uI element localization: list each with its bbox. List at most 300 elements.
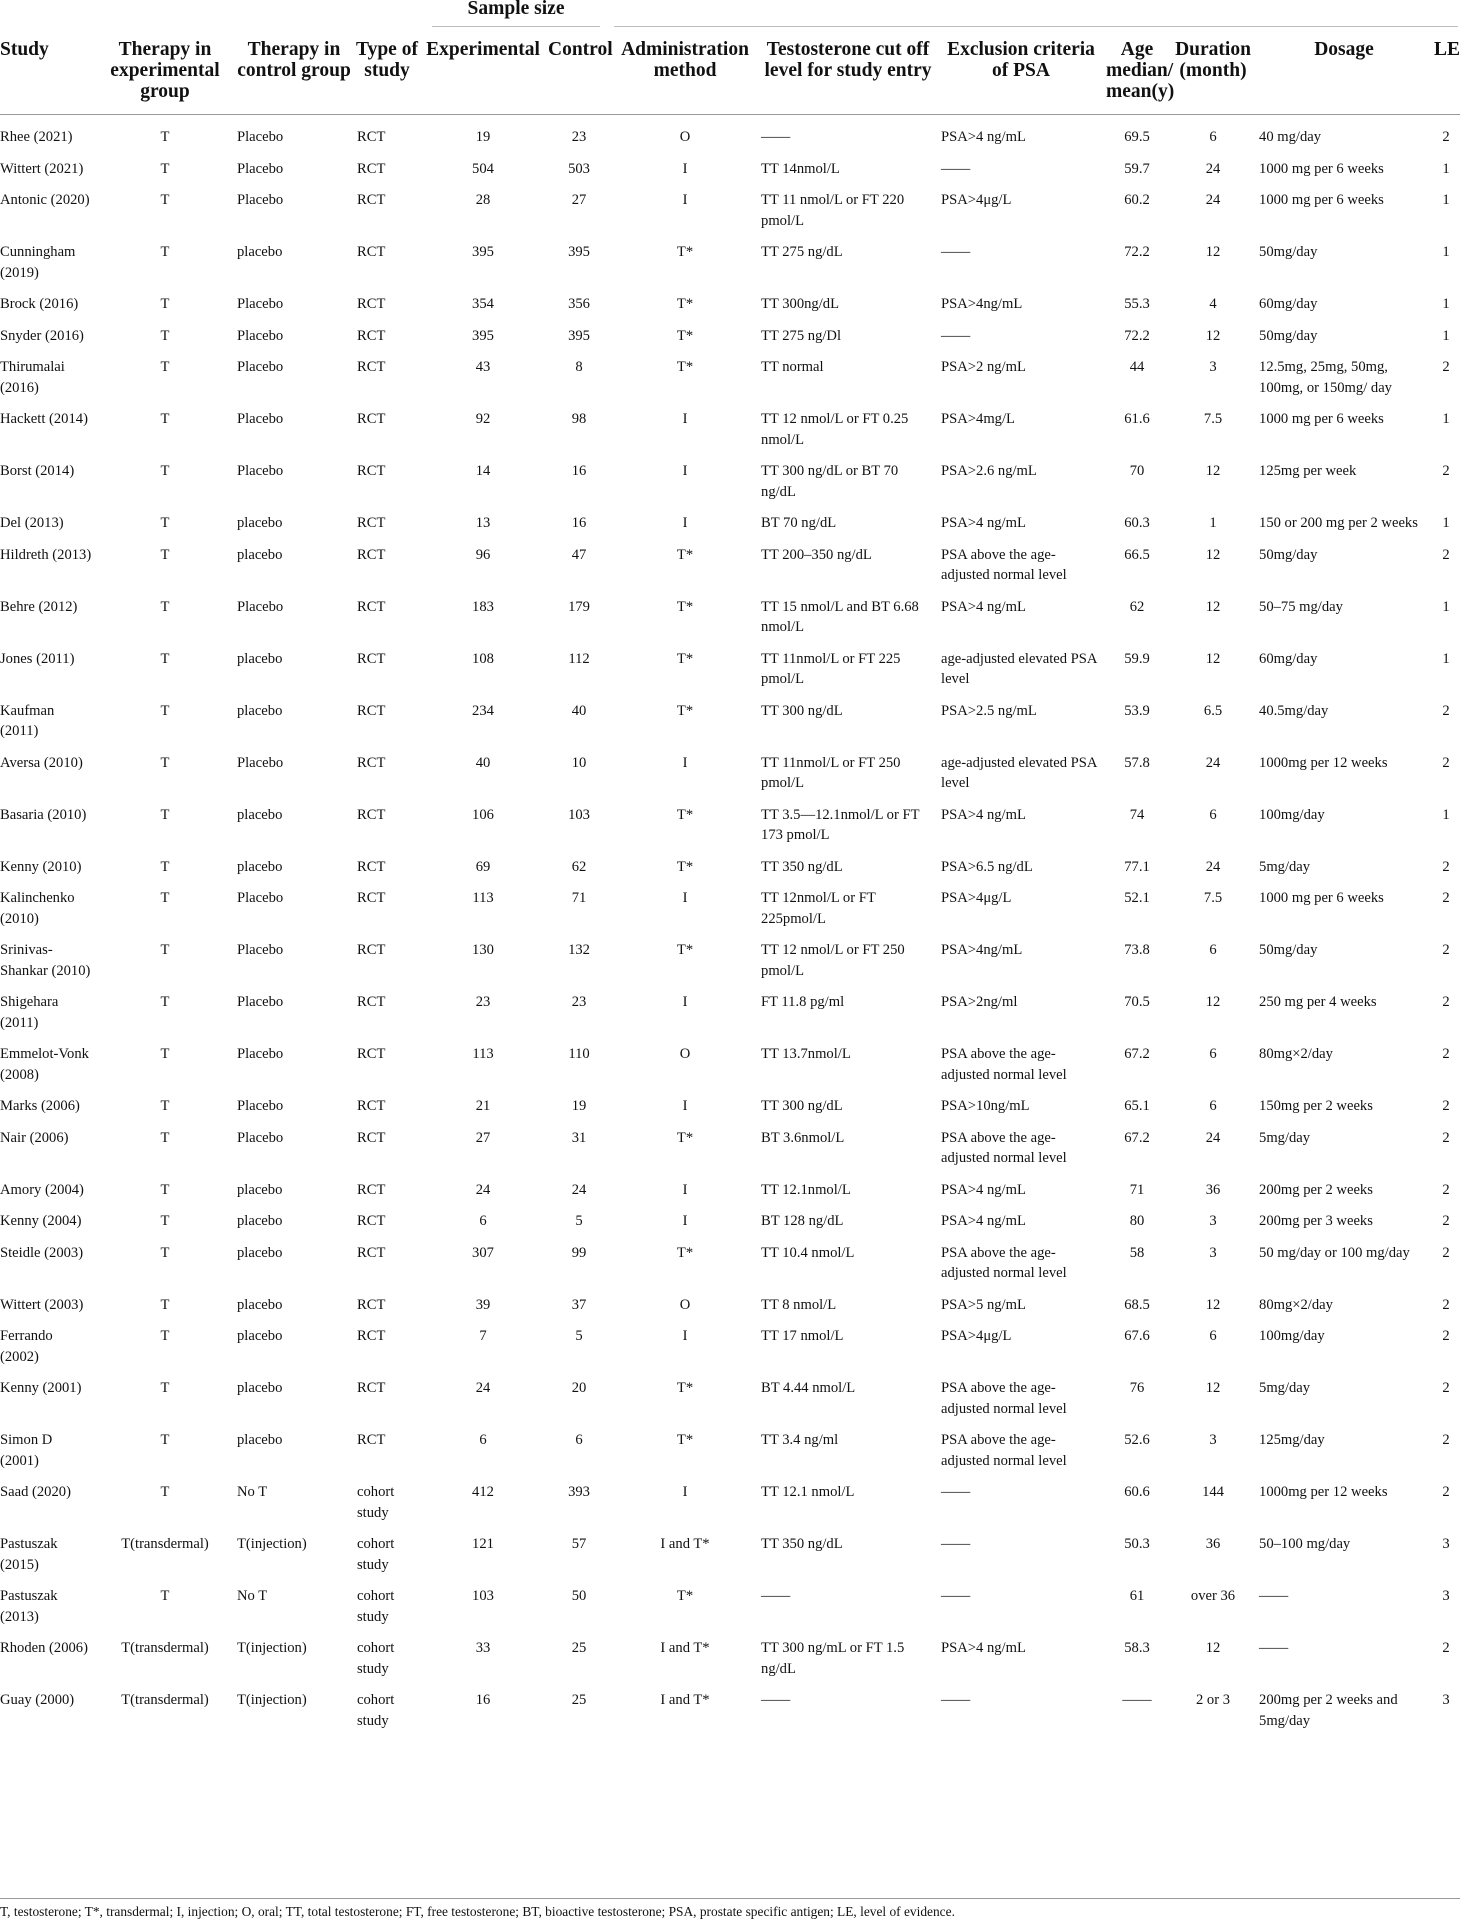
cell-dosage: 1000mg per 12 weeks: [1259, 1484, 1388, 1500]
cell-duration: 7.5: [1203, 890, 1223, 906]
cell-therapy-exp: T: [160, 546, 170, 563]
cell-n-exp: 24: [475, 1181, 491, 1198]
cell-n-ctrl: 16: [571, 515, 587, 531]
cell-n-exp: 19: [475, 129, 491, 145]
table-row: [0, 1200, 1460, 1232]
cell-n-ctrl: 395: [568, 327, 590, 344]
cell-n-ctrl: 50: [571, 1588, 587, 1604]
cell-cutoff: ——: [761, 1588, 791, 1604]
cell-admin: T*: [676, 858, 694, 875]
cell-therapy-exp: T: [160, 515, 170, 531]
header-row: [0, 27, 1460, 115]
cell-type: RCT: [357, 1098, 386, 1114]
cell-therapy-ctrl: placebo: [237, 702, 283, 719]
cell-le: 3: [1442, 1536, 1450, 1552]
cell-therapy-ctrl: placebo: [237, 650, 283, 667]
col-therapy-ctrl: Therapy in control group: [234, 27, 354, 115]
cell-admin: T*: [676, 942, 694, 958]
cell-cutoff: TT 350 ng/dL: [761, 1536, 843, 1552]
cell-n-ctrl: 24: [571, 1181, 587, 1198]
table-row: [0, 534, 1460, 586]
cell-therapy-ctrl: Placebo: [237, 1098, 284, 1114]
cell-n-exp: 27: [475, 1129, 491, 1146]
cell-study: Kenny (2001): [0, 1380, 82, 1396]
cell-therapy-exp: T: [160, 129, 170, 145]
cell-n-exp: 504: [472, 160, 494, 177]
table-row: [0, 877, 1460, 929]
cell-admin: I: [682, 160, 688, 177]
cell-exclusion: PSA>4mg/L: [941, 411, 1015, 427]
cell-type: RCT: [357, 650, 386, 667]
cell-dosage: 125mg per week: [1259, 463, 1357, 479]
cell-n-ctrl: 71: [571, 890, 587, 906]
cell-age: 71: [1129, 1181, 1145, 1198]
cell-exclusion: PSA above the age-adjusted normal level: [941, 1432, 1067, 1469]
cell-therapy-exp: T: [160, 327, 170, 344]
cell-exclusion: PSA>2.5 ng/mL: [941, 702, 1037, 719]
cell-dosage: 80mg×2/day: [1259, 1046, 1333, 1062]
cell-n-exp: 6: [479, 1432, 487, 1448]
cell-n-ctrl: 57: [571, 1536, 587, 1552]
table-row: [0, 638, 1460, 690]
cell-duration: 6: [1209, 1328, 1217, 1344]
table-row: [0, 346, 1460, 398]
cell-n-ctrl: 40: [571, 702, 587, 719]
cell-n-exp: 24: [475, 1380, 491, 1396]
cell-type: cohort study: [357, 1692, 395, 1729]
cell-admin: I: [682, 1328, 688, 1344]
cell-study: Nair (2006): [0, 1129, 69, 1146]
cell-duration: 6: [1209, 1046, 1217, 1062]
cell-admin: T*: [676, 296, 694, 312]
cell-type: RCT: [357, 359, 386, 375]
cell-n-exp: 234: [472, 702, 494, 719]
cell-n-exp: 113: [472, 890, 494, 906]
cell-duration: 12: [1205, 994, 1221, 1010]
cell-exclusion: PSA above the age-adjusted normal level: [941, 1244, 1067, 1281]
cell-therapy-ctrl: placebo: [237, 1244, 283, 1261]
cell-therapy-exp: T: [160, 1244, 170, 1261]
cell-exclusion: PSA above the age-adjusted normal level: [941, 1380, 1067, 1417]
cell-n-exp: 6: [479, 1213, 487, 1229]
cell-age: 62: [1129, 598, 1145, 615]
cell-type: RCT: [357, 160, 386, 177]
cell-n-ctrl: 8: [575, 359, 583, 375]
cell-exclusion: ——: [941, 1692, 971, 1708]
cell-exclusion: ——: [941, 1536, 971, 1552]
cell-study: Kalinchenko (2010): [0, 890, 75, 927]
cell-exclusion: age-adjusted elevated PSA level: [941, 754, 1097, 791]
cell-le: 1: [1442, 411, 1450, 427]
cell-study: Amory (2004): [0, 1181, 84, 1198]
cell-n-ctrl: 356: [568, 296, 590, 312]
cell-duration: 6: [1209, 806, 1217, 823]
cell-n-ctrl: 132: [568, 942, 590, 958]
table-body: [0, 115, 1460, 1732]
table-row: [0, 1169, 1460, 1201]
cell-therapy-exp: T: [160, 702, 170, 719]
bottom-rule: [0, 1898, 1460, 1899]
cell-type: RCT: [357, 890, 386, 906]
cell-therapy-exp: T: [160, 1484, 170, 1500]
cell-n-exp: 40: [475, 754, 491, 771]
cell-therapy-exp: T: [160, 650, 170, 667]
cell-therapy-exp: T: [160, 359, 170, 375]
cell-exclusion: PSA>2 ng/mL: [941, 359, 1026, 375]
cell-cutoff: TT 300 ng/dL: [761, 1098, 843, 1114]
cell-cutoff: TT 12.1 nmol/L: [761, 1484, 855, 1500]
cell-duration: 1: [1209, 515, 1217, 531]
table-row: [0, 148, 1460, 180]
cell-type: RCT: [357, 411, 386, 427]
cell-duration: 2 or 3: [1195, 1692, 1231, 1708]
cell-le: 1: [1442, 244, 1450, 260]
sample-size-header: Sample size: [420, 0, 612, 27]
cell-cutoff: TT 12.1nmol/L: [761, 1181, 851, 1198]
cell-type: RCT: [357, 327, 386, 344]
cell-cutoff: TT 10.4 nmol/L: [761, 1244, 855, 1261]
cell-therapy-ctrl: placebo: [237, 858, 283, 875]
cell-n-exp: 92: [475, 411, 491, 427]
cell-duration: 6: [1209, 1098, 1217, 1114]
cell-n-ctrl: 5: [575, 1328, 583, 1344]
col-admin: Administration method: [612, 27, 758, 115]
cell-study: Kenny (2010): [0, 858, 82, 875]
cell-n-ctrl: 16: [571, 463, 587, 479]
cell-age: 44: [1129, 359, 1145, 375]
cell-age: 65.1: [1124, 1098, 1150, 1114]
col-le: LE: [1432, 27, 1460, 115]
cell-cutoff: TT 17 nmol/L: [761, 1328, 844, 1344]
cell-n-ctrl: 393: [568, 1484, 590, 1500]
cell-cutoff: ——: [761, 1692, 791, 1708]
cell-therapy-ctrl: Placebo: [237, 359, 284, 375]
cell-study: Pastuszak (2013): [0, 1588, 58, 1625]
table-row: [0, 1284, 1460, 1316]
cell-dosage: 50 mg/day or 100 mg/day: [1259, 1244, 1410, 1261]
cell-duration: 36: [1205, 1536, 1221, 1552]
cell-study: Kaufman (2011): [0, 702, 55, 739]
cell-le: 2: [1442, 1380, 1450, 1396]
cell-cutoff: TT 12 nmol/L or FT 0.25 nmol/L: [761, 411, 909, 448]
cell-age: 50.3: [1124, 1536, 1150, 1552]
cell-n-exp: 307: [472, 1244, 494, 1261]
cell-age: 61: [1129, 1588, 1145, 1604]
cell-admin: T*: [676, 806, 694, 823]
cell-dosage: 12.5mg, 25mg, 50mg, 100mg, or 150mg/ day: [1259, 359, 1392, 396]
cell-le: 2: [1442, 1328, 1450, 1344]
cell-le: 1: [1442, 515, 1450, 531]
cell-duration: 6: [1209, 129, 1217, 145]
cell-le: 1: [1442, 296, 1450, 312]
cell-n-ctrl: 112: [568, 650, 590, 667]
table-row: [0, 1085, 1460, 1117]
table-row: [0, 929, 1460, 981]
cell-duration: 24: [1205, 192, 1221, 208]
cell-n-ctrl: 179: [568, 598, 590, 615]
table-row: [0, 586, 1460, 638]
cell-type: RCT: [357, 806, 386, 823]
cell-therapy-ctrl: placebo: [237, 1328, 283, 1344]
cell-cutoff: TT 14nmol/L: [761, 160, 840, 177]
cell-cutoff: TT 12 nmol/L or FT 250 pmol/L: [761, 942, 905, 979]
cell-type: RCT: [357, 598, 386, 615]
cell-therapy-ctrl: Placebo: [237, 160, 284, 177]
cell-type: RCT: [357, 463, 386, 479]
cell-exclusion: ——: [941, 1588, 971, 1604]
cell-le: 1: [1442, 160, 1450, 177]
cell-exclusion: PSA above the age-adjusted normal level: [941, 546, 1067, 583]
cell-admin: T*: [676, 702, 694, 719]
cell-exclusion: PSA>4μg/L: [941, 1328, 1012, 1344]
col-therapy-exp: Therapy in experimental group: [96, 27, 234, 115]
cell-exclusion: PSA>4 ng/mL: [941, 806, 1026, 823]
cell-exclusion: ——: [941, 160, 971, 177]
cell-le: 2: [1442, 359, 1450, 375]
cell-dosage: 150mg per 2 weeks: [1259, 1098, 1373, 1114]
cell-age: 72.2: [1124, 244, 1150, 260]
cell-dosage: 50–100 mg/day: [1259, 1536, 1351, 1552]
cell-therapy-ctrl: No T: [237, 1484, 268, 1500]
cell-duration: 4: [1209, 296, 1217, 312]
cell-age: 67.6: [1124, 1328, 1150, 1344]
cell-admin: I: [682, 463, 688, 479]
table-row: [0, 398, 1460, 450]
cell-admin: I: [682, 994, 688, 1010]
table-row: [0, 502, 1460, 534]
cell-cutoff: BT 4.44 nmol/L: [761, 1380, 856, 1396]
cell-study: Rhoden (2006): [0, 1640, 88, 1656]
cell-exclusion: PSA>4ng/mL: [941, 296, 1023, 312]
cell-n-exp: 43: [475, 359, 491, 375]
cell-le: 2: [1442, 1484, 1450, 1500]
cell-admin: T*: [676, 327, 694, 344]
cell-study: Ferrando (2002): [0, 1328, 53, 1365]
cell-type: cohort study: [357, 1536, 395, 1573]
cell-therapy-ctrl: Placebo: [237, 1129, 284, 1146]
cell-dosage: 200mg per 3 weeks: [1259, 1213, 1373, 1229]
cell-age: 67.2: [1124, 1129, 1150, 1146]
cell-cutoff: FT 11.8 pg/ml: [761, 994, 845, 1010]
cell-le: 2: [1442, 994, 1450, 1010]
cell-dosage: 1000 mg per 6 weeks: [1259, 192, 1384, 208]
cell-admin: I: [682, 515, 688, 531]
cell-study: Shigehara (2011): [0, 994, 59, 1031]
cell-type: RCT: [357, 754, 386, 771]
cell-dosage: 50–75 mg/day: [1259, 598, 1343, 615]
cell-n-exp: 130: [472, 942, 494, 958]
cell-therapy-exp: T: [160, 160, 170, 177]
cell-study: Cunningham (2019): [0, 244, 76, 281]
cell-therapy-exp: T: [160, 598, 170, 615]
cell-exclusion: PSA>10ng/mL: [941, 1098, 1030, 1114]
cell-dosage: 200mg per 2 weeks: [1259, 1181, 1373, 1198]
cell-therapy-exp: T: [160, 1129, 170, 1146]
cell-n-exp: 7: [479, 1328, 487, 1344]
cell-dosage: 200mg per 2 weeks and 5mg/day: [1259, 1692, 1398, 1729]
cell-therapy-exp: T: [160, 890, 170, 906]
cell-exclusion: ——: [941, 327, 971, 344]
cell-type: RCT: [357, 129, 386, 145]
cell-admin: T*: [676, 650, 694, 667]
cell-admin: O: [679, 1296, 691, 1313]
table-row: [0, 1575, 1460, 1627]
cell-dosage: 100mg/day: [1259, 806, 1325, 823]
cell-therapy-exp: T: [160, 1046, 170, 1062]
cell-type: RCT: [357, 546, 386, 563]
cell-le: 2: [1442, 942, 1450, 958]
cell-therapy-ctrl: placebo: [237, 1296, 283, 1313]
cell-n-ctrl: 62: [571, 858, 587, 875]
cell-n-exp: 96: [475, 546, 491, 563]
cell-study: Borst (2014): [0, 463, 75, 479]
cell-therapy-exp: T(transdermal): [121, 1692, 209, 1708]
cell-type: RCT: [357, 702, 386, 719]
cell-dosage: 50mg/day: [1259, 942, 1318, 958]
cell-age: 80: [1129, 1213, 1145, 1229]
cell-cutoff: TT 200–350 ng/dL: [761, 546, 872, 563]
cell-therapy-exp: T: [160, 1098, 170, 1114]
cell-therapy-ctrl: No T: [237, 1588, 268, 1604]
cell-admin: T*: [676, 1129, 694, 1146]
cell-type: cohort study: [357, 1588, 395, 1625]
cell-therapy-ctrl: placebo: [237, 1380, 283, 1396]
cell-therapy-ctrl: Placebo: [237, 192, 284, 208]
cell-age: 70: [1129, 463, 1145, 479]
cell-dosage: ——: [1259, 1640, 1289, 1656]
cell-le: 2: [1442, 546, 1450, 563]
cell-n-ctrl: 503: [568, 160, 590, 177]
cell-therapy-ctrl: Placebo: [237, 411, 284, 427]
cell-therapy-exp: T: [160, 1380, 170, 1396]
col-exclusion: Exclusion criteria of PSA: [938, 27, 1104, 115]
cell-exclusion: age-adjusted elevated PSA level: [941, 650, 1097, 687]
cell-age: 76: [1129, 1380, 1145, 1396]
col-control: Control: [546, 27, 612, 115]
cell-dosage: 1000 mg per 6 weeks: [1259, 890, 1384, 906]
cell-therapy-ctrl: Placebo: [237, 942, 284, 958]
cell-study: Wittert (2003): [0, 1296, 84, 1313]
cell-dosage: 60mg/day: [1259, 296, 1318, 312]
cell-age: 59.7: [1124, 160, 1150, 177]
cell-duration: 12: [1205, 650, 1221, 667]
table-row: [0, 846, 1460, 878]
cell-type: RCT: [357, 994, 386, 1010]
cell-study: Aversa (2010): [0, 754, 83, 771]
cell-le: 2: [1442, 1098, 1450, 1114]
cell-therapy-ctrl: T(injection): [237, 1640, 307, 1656]
cell-study: Simon D (2001): [0, 1432, 53, 1469]
cell-age: 60.6: [1124, 1484, 1150, 1500]
cell-duration: 12: [1205, 244, 1221, 260]
cell-therapy-ctrl: Placebo: [237, 463, 284, 479]
cell-le: 3: [1442, 1692, 1450, 1708]
cell-age: 53.9: [1124, 702, 1150, 719]
cell-age: 60.3: [1124, 515, 1150, 531]
cell-n-ctrl: 99: [571, 1244, 587, 1261]
cell-type: RCT: [357, 192, 386, 208]
cell-cutoff: TT 13.7nmol/L: [761, 1046, 851, 1062]
cell-type: RCT: [357, 1432, 386, 1448]
cell-therapy-exp: T: [160, 463, 170, 479]
cell-le: 2: [1442, 1244, 1450, 1261]
cell-admin: I and T*: [660, 1536, 710, 1552]
cell-study: Srinivas-Shankar (2010): [0, 942, 91, 979]
cell-dosage: 50mg/day: [1259, 546, 1318, 563]
cell-study: Saad (2020): [0, 1484, 71, 1500]
cell-dosage: 80mg×2/day: [1259, 1296, 1333, 1313]
cell-le: 2: [1442, 1296, 1450, 1313]
cell-type: RCT: [357, 515, 386, 531]
cell-type: RCT: [357, 1380, 386, 1396]
cell-n-ctrl: 25: [571, 1692, 587, 1708]
cell-cutoff: BT 128 ng/dL: [761, 1213, 844, 1229]
col-experimental: Experimental: [420, 27, 546, 115]
cell-le: 2: [1442, 890, 1450, 906]
col-study: Study: [0, 27, 96, 115]
cell-type: RCT: [357, 1296, 386, 1313]
cell-exclusion: PSA>4μg/L: [941, 890, 1012, 906]
cell-le: 2: [1442, 754, 1450, 771]
cell-therapy-ctrl: Placebo: [237, 1046, 284, 1062]
cell-exclusion: PSA above the age-adjusted normal level: [941, 1129, 1067, 1166]
cell-dosage: 100mg/day: [1259, 1328, 1325, 1344]
cell-type: RCT: [357, 244, 386, 260]
cell-dosage: 50mg/day: [1259, 244, 1318, 260]
table-row: [0, 450, 1460, 502]
cell-admin: T*: [676, 546, 694, 563]
cell-dosage: ——: [1259, 1588, 1289, 1604]
cell-dosage: 5mg/day: [1259, 1129, 1311, 1146]
cell-exclusion: PSA>6.5 ng/dL: [941, 858, 1033, 875]
table-row: [0, 1315, 1460, 1367]
cell-therapy-exp: T: [160, 754, 170, 771]
cell-n-ctrl: 110: [568, 1046, 590, 1062]
cell-n-ctrl: 103: [568, 806, 590, 823]
cell-therapy-exp: T(transdermal): [121, 1536, 209, 1552]
cell-study: Guay (2000): [0, 1692, 75, 1708]
cell-study: Thirumalai (2016): [0, 359, 65, 396]
cell-therapy-exp: T: [160, 1588, 170, 1604]
cell-admin: O: [679, 129, 691, 145]
cell-age: 68.5: [1124, 1296, 1150, 1313]
cell-duration: 12: [1205, 546, 1221, 563]
table-row: [0, 1627, 1460, 1679]
cell-n-exp: 33: [475, 1640, 491, 1656]
cell-exclusion: PSA>4 ng/mL: [941, 1213, 1026, 1229]
cell-admin: T*: [676, 359, 694, 375]
cell-le: 1: [1442, 327, 1450, 344]
cell-dosage: 1000mg per 12 weeks: [1259, 754, 1388, 771]
cell-le: 1: [1442, 806, 1450, 823]
cell-cutoff: TT 12nmol/L or FT 225pmol/L: [761, 890, 876, 927]
cell-admin: O: [679, 1046, 691, 1062]
cell-type: RCT: [357, 296, 386, 312]
cell-admin: I and T*: [660, 1640, 710, 1656]
cell-le: 2: [1442, 1640, 1450, 1656]
cell-exclusion: PSA>4 ng/mL: [941, 129, 1026, 145]
cell-cutoff: TT 8 nmol/L: [761, 1296, 837, 1313]
table-row: [0, 981, 1460, 1033]
cell-therapy-ctrl: placebo: [237, 806, 283, 823]
cell-le: 2: [1442, 1213, 1450, 1229]
cell-duration: 144: [1202, 1484, 1224, 1500]
cell-n-exp: 395: [472, 244, 494, 260]
table-row: [0, 231, 1460, 283]
cell-therapy-ctrl: placebo: [237, 1213, 283, 1229]
cell-therapy-ctrl: Placebo: [237, 296, 284, 312]
cell-study: Pastuszak (2015): [0, 1536, 58, 1573]
